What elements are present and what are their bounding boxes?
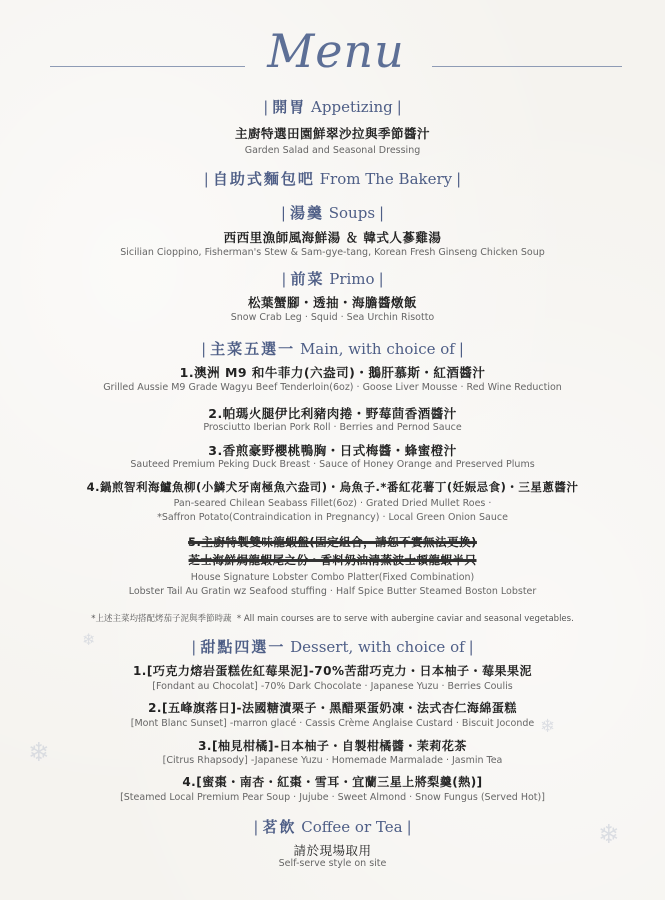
- appetizing-item-en: Garden Salad and Seasonal Dressing: [244, 145, 421, 156]
- primo-item-en: Snow Crab Leg · Squid · Sea Urchin Risotto: [230, 312, 435, 323]
- menu-header: [0, 18, 665, 78]
- section-heading-main: | 主菜五選一 Main, with choice of |: [201, 340, 464, 358]
- dessert-item-en: [Citrus Rhapsody] -Japanese Yuzu · Homemade Marmalade · Jasmin Tea: [162, 755, 503, 766]
- main-item-en: House Signature Lobster Combo Platter(Fixed Combination): [190, 572, 475, 583]
- dessert-item-zh: 4.[蜜棗・南杏・紅棗・雪耳・宜蘭三星上將梨羹(熱)]: [182, 775, 483, 789]
- dessert-item-zh: 3.[柚見柑橘]-日本柚子・自製柑橘醬・茉莉花茶: [198, 739, 467, 753]
- dessert-item-zh: 1.[巧克力熔岩蛋糕佐紅莓果泥]-70%苦甜巧克力・日本柚子・莓果果泥: [132, 664, 533, 678]
- section-heading-dessert: | 甜點四選一 Dessert, with choice of |: [191, 638, 474, 656]
- snowflake-icon: ❄: [82, 630, 96, 649]
- section-heading-coffee: | 茗飲 Coffee or Tea |: [253, 818, 412, 836]
- section-heading-appetizing: | 開胃 Appetizing |: [263, 98, 402, 116]
- main-note: *上述主菜均搭配烤茄子泥與季節時蔬 * All main courses are to serve with aubergine caviar and seasonal vegetables.: [91, 614, 574, 624]
- dessert-item-zh: 2.[五峰旗落日]-法國糖漬栗子・黑醋栗蛋奶凍・法式杏仁海綿蛋糕: [148, 701, 517, 715]
- main-item-zh: 3.香煎豪野櫻桃鴨胸・日式梅醬・蜂蜜橙汁: [208, 443, 457, 458]
- appetizing-item-zh: 主廚特選田園鮮翠沙拉與季節醬汁: [234, 126, 430, 141]
- snowflake-icon: ❄: [598, 820, 620, 850]
- page-title: Menu: [267, 24, 405, 78]
- primo-item-zh: 松葉蟹腳・透抽・海膽醬燉飯: [247, 295, 417, 310]
- main-item-zh: 4.鍋煎智利海鱸魚柳(小鱗犬牙南極魚六盎司)・烏魚子.*番紅花薯丁(妊娠忌食)・三星蔥醬汁: [86, 480, 579, 494]
- main-item-zh-struck: 5.主廚特製雙味龍蝦盤(固定組合，請恕不實無法更換): [188, 535, 477, 549]
- dessert-item-en: [Mont Blanc Sunset] -marron glacé · Cassis Crème Anglaise Custard · Biscuit Joconde: [130, 718, 535, 729]
- snowflake-icon: ❄: [540, 716, 556, 737]
- section-heading-soups: | 湯羹 Soups |: [280, 204, 385, 222]
- soups-item-zh: 西西里漁師風海鮮湯 ＆ 韓式人蔘雞湯: [223, 230, 442, 245]
- main-item-en: Prosciutto Iberian Pork Roll · Berries and Pernod Sauce: [203, 422, 462, 433]
- main-item-en: Sauteed Premium Peking Duck Breast · Sauce of Honey Orange and Preserved Plums: [130, 459, 535, 470]
- coffee-item-zh: 請於現場取用: [293, 843, 372, 858]
- main-item-en: Pan-seared Chilean Seabass Fillet(6oz) · Grated Dried Mullet Roes ·: [173, 498, 492, 509]
- main-item-en: Lobster Tail Au Gratin wz Seafood stuffing · Half Spice Butter Steamed Boston Lobster: [128, 586, 537, 597]
- dessert-item-en: [Steamed Local Premium Pear Soup · Jujube · Sweet Almond · Snow Fungus (Served Hot)]: [120, 792, 545, 803]
- coffee-item-en: Self-serve style on site: [278, 858, 387, 869]
- main-item-zh: 1.澳洲 M9 和牛菲力(六盎司)・鵝肝慕斯・紅酒醬汁: [179, 365, 486, 380]
- section-heading-bakery: | 自助式麵包吧 From The Bakery |: [203, 170, 462, 188]
- main-item-zh-struck: 芝士海鮮焗龍蝦尾之份・香料奶油清蒸波士頓龍蝦半只: [188, 553, 477, 567]
- soups-item-en: Sicilian Cioppino, Fisherman's Stew & Sam-gye-tang, Korean Fresh Ginseng Chicken Soup: [120, 247, 545, 258]
- section-heading-primo: | 前菜 Primo |: [281, 270, 384, 288]
- main-item-en: *Saffron Potato(Contraindication in Pregnancy) · Local Green Onion Sauce: [157, 512, 508, 523]
- dessert-item-en: [Fondant au Chocolat] -70% Dark Chocolate · Japanese Yuzu · Berries Coulis: [152, 681, 513, 692]
- main-item-en: Grilled Aussie M9 Grade Wagyu Beef Tenderloin(6oz) · Goose Liver Mousse · Red Wine Reduction: [103, 382, 562, 393]
- divider: [432, 66, 622, 67]
- snowflake-icon: ❄: [28, 738, 50, 768]
- divider: [50, 66, 245, 67]
- main-item-zh: 2.帕瑪火腿伊比利豬肉捲・野莓茴香酒醬汁: [208, 406, 457, 421]
